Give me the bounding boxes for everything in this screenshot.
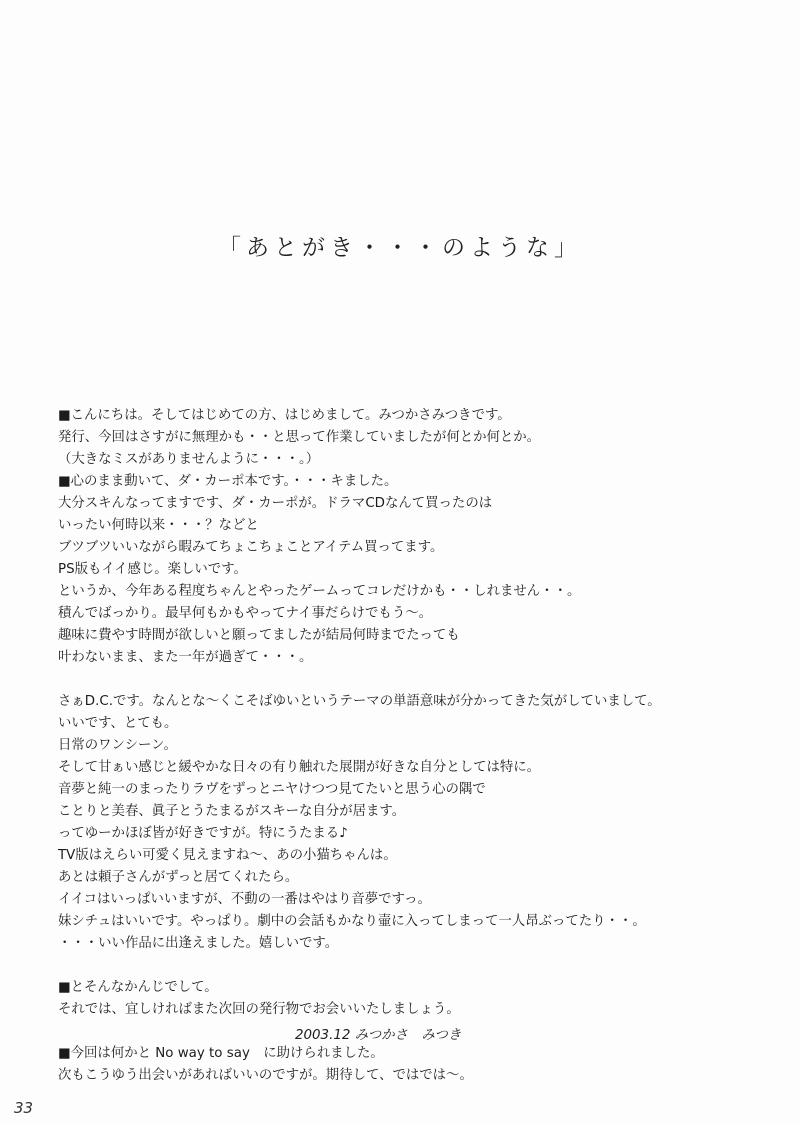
text-line: イイコはいっぱいいますが、不動の一番はやはり音夢ですっ。 [58, 892, 431, 907]
text-line: ■こんにちは。そしてはじめての方、はじめまして。みつかさみつきです。 [58, 408, 511, 423]
text-line: 日常のワンシーン。 [58, 738, 177, 753]
paragraph [58, 405, 800, 669]
paragraph [58, 1043, 800, 1087]
paragraph [58, 691, 800, 955]
text-line: 発行、今回はさすがに無理かも・・と思って作業していましたが何とか何とか。 [58, 430, 541, 445]
text-line: ってゆーかほぼ皆が好きですが。特にうたまる♪ [58, 826, 348, 841]
text-line: さぁD.C.です。なんとな〜くこそばゆいというテーマの単語意味が分かってきた気がしていまして。 [58, 694, 661, 709]
text-line: ■とそんなかんじでして。 [58, 980, 218, 995]
text-line: 次もこうゆう出会いがあればいいのですが。期待して、ではでは〜。 [58, 1068, 473, 1083]
text-line: いいです、とても。 [58, 716, 178, 731]
text-line: 積んでばっかり。最早何もかもやってナイ事だらけでもう〜。 [58, 606, 432, 621]
text-line: ■心のまま動いて、ダ・カーポ本です。・・・キました。 [58, 474, 398, 489]
text-line: ・・・いい作品に出逢えました。嬉しいです。 [58, 936, 339, 951]
page-number: 33 [14, 1099, 34, 1117]
text-line: ブツブツいいながら暇みてちょこちょことアイテム買ってます。 [58, 540, 444, 555]
page-title: 「あとがき・・・のような」 [218, 235, 582, 261]
afterword-body [58, 405, 800, 1087]
text-line: 叶わないまま、また一年が過ぎて・・・。 [58, 650, 313, 665]
signature: 2003.12 みつかさ みつき [295, 1028, 462, 1043]
text-line: 音夢と純一のまったりラヴをずっとニヤけつつ見てたいと思う心の隅で [58, 782, 486, 797]
text-line: それでは、宜しければまた次回の発行物でお会いいたしましょう。 [58, 1002, 460, 1017]
text-line: ことりと美春、眞子とうたまるがスキーな自分が居ます。 [58, 804, 406, 819]
text-line: 妹シチュはいいです。やっぱり。劇中の会話もかなり壷に入ってしまって一人昂ぶってたり・・。 [58, 914, 646, 929]
text-line: というか、今年ある程度ちゃんとやったゲームってコレだけかも・・しれません・・。 [58, 584, 581, 599]
text-line: そして甘ぁい感じと緩やかな日々の有り触れた展開が好きな自分としては特に。 [58, 760, 541, 775]
text-line: あとは頼子さんがずっと居てくれたら。 [58, 870, 299, 885]
text-line: TV版はえらい可愛く見えますね〜、あの小猫ちゃんは。 [58, 848, 397, 863]
text-line: 趣味に費やす時間が欲しいと願ってましたが結局何時までたっても [58, 628, 460, 643]
text-line: （大きなミスがありませんように・・・。） [58, 452, 320, 467]
paragraph-gap [58, 669, 800, 691]
paragraph [58, 977, 800, 1021]
text-line: PS版もイイ感じ。楽しいです。 [58, 562, 247, 577]
text-line: ■今回は何かと No way to say に助けられました。 [58, 1046, 384, 1061]
text-line: いったい何時以来・・・？などと [58, 518, 259, 533]
text-line: 大分スキんなってますです、ダ・カーポが。ドラマCDなんて買ったのは [58, 496, 493, 511]
paragraph-gap [58, 955, 800, 977]
